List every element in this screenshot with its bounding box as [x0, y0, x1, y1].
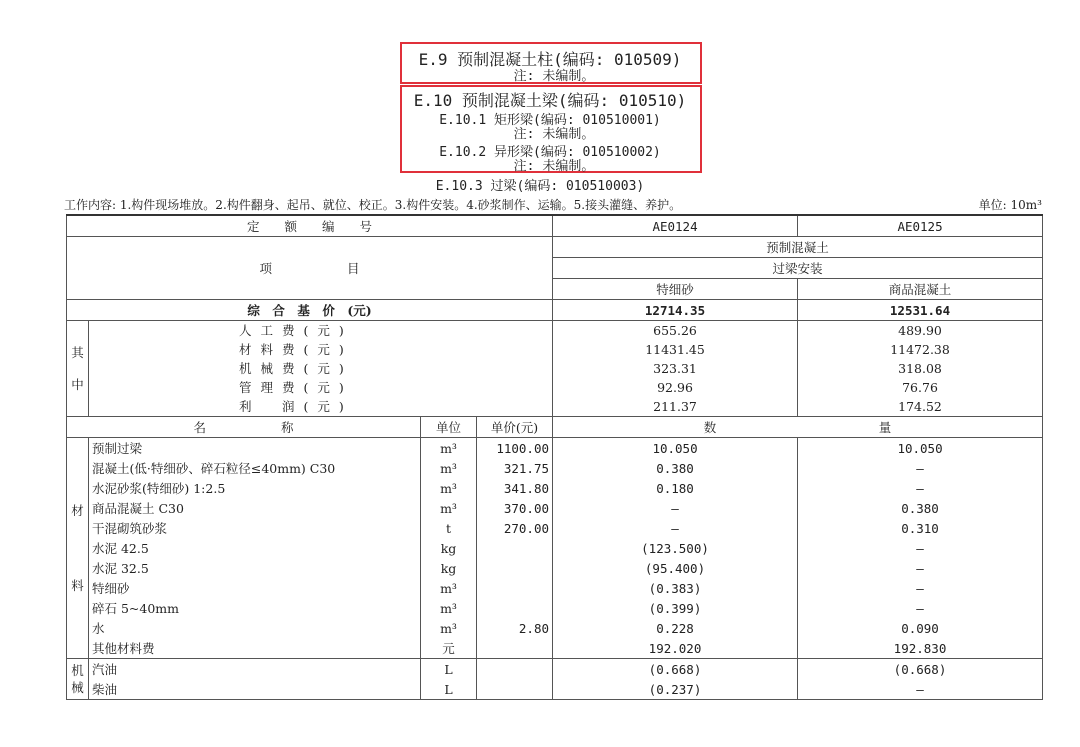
- group-label-bottom: 械: [71, 680, 84, 695]
- item-qty-1: —: [553, 498, 798, 518]
- material-row: [67, 578, 1043, 598]
- name-header: 名 称: [67, 417, 421, 438]
- code-ae0124: AE0124: [553, 215, 798, 237]
- fee-row: [67, 378, 1043, 397]
- fee-value-1: 323.31: [553, 359, 798, 378]
- among-label-2: 中: [71, 376, 84, 392]
- item-qty-1: —: [553, 518, 798, 538]
- e10-2-title: E.10.2 异形梁(编码: 010510002): [439, 145, 661, 160]
- group-label: 预制混凝土: [553, 237, 1043, 258]
- item-unit: L: [421, 659, 477, 680]
- fee-row: [67, 397, 1043, 417]
- item-qty-1: (0.383): [553, 578, 798, 598]
- item-price: [477, 578, 553, 598]
- base-price-1: 12714.35: [553, 300, 798, 321]
- e10-1-title: E.10.1 矩形梁(编码: 010510001): [439, 113, 661, 128]
- material-row: [67, 618, 1043, 638]
- item-qty-1: 192.020: [553, 638, 798, 659]
- item-qty-2: 0.310: [798, 518, 1043, 538]
- fee-row: [67, 340, 1043, 359]
- fee-value-2: 174.52: [798, 397, 1043, 417]
- item-unit: m³: [421, 618, 477, 638]
- item-name: 柴油: [89, 679, 421, 700]
- machines-body: [67, 659, 1043, 700]
- group-label-top: 材: [71, 503, 84, 518]
- work-content: 工作内容: 1.构件现场堆放。2.构件翻身、起吊、就位、校正。3.构件安装。4.砂浆制作、运输。5.接头灌缝、养护。: [64, 198, 682, 212]
- item-name: 干混砌筑砂浆: [89, 518, 421, 538]
- code-row: [67, 215, 1043, 237]
- machine-row: [67, 659, 1043, 680]
- unit-header: 单位: [421, 417, 477, 438]
- fee-row: [67, 321, 1043, 341]
- group-label-bottom: 料: [71, 578, 84, 593]
- material-row: [67, 478, 1043, 498]
- material-header-row: [67, 417, 1043, 438]
- item-name: 碎石 5~40mm: [89, 598, 421, 618]
- item-name: 预制过梁: [89, 438, 421, 459]
- e10-2-note: 注: 未编制。: [513, 159, 595, 174]
- unit-label: 单位: 10m³: [978, 198, 1042, 212]
- material-row: [67, 558, 1043, 578]
- fee-row: [67, 359, 1043, 378]
- item-qty-1: (0.399): [553, 598, 798, 618]
- fee-value-1: 11431.45: [553, 340, 798, 359]
- item-qty-1: (0.237): [553, 679, 798, 700]
- fee-value-2: 489.90: [798, 321, 1043, 341]
- fee-label: 材料费(元): [89, 340, 553, 359]
- fee-value-1: 92.96: [553, 378, 798, 397]
- item-price: 370.00: [477, 498, 553, 518]
- item-qty-2: 0.380: [798, 498, 1043, 518]
- base-price-2: 12531.64: [798, 300, 1043, 321]
- item-unit: kg: [421, 558, 477, 578]
- item-qty-2: —: [798, 458, 1043, 478]
- item-qty-1: 0.180: [553, 478, 798, 498]
- item-price: 321.75: [477, 458, 553, 478]
- item-unit: m³: [421, 478, 477, 498]
- material-row: [67, 638, 1043, 659]
- item-unit: m³: [421, 598, 477, 618]
- quantity-header: 数 量: [553, 417, 1043, 438]
- base-price-label: 综 合 基 价 (元): [67, 300, 553, 321]
- material-row: [67, 598, 1043, 618]
- item-qty-2: 10.050: [798, 438, 1043, 459]
- item-price: [477, 538, 553, 558]
- group-row: [67, 237, 1043, 258]
- item-qty-2: 192.830: [798, 638, 1043, 659]
- item-unit: 元: [421, 638, 477, 659]
- material-row: [67, 438, 1043, 459]
- fee-value-2: 76.76: [798, 378, 1043, 397]
- fee-label: 机械费(元): [89, 359, 553, 378]
- material-row: [67, 458, 1043, 478]
- e10-3-title: E.10.3 过梁(编码: 010510003): [435, 179, 645, 194]
- material-row: [67, 538, 1043, 558]
- item-price: [477, 679, 553, 700]
- item-price: 2.80: [477, 618, 553, 638]
- fee-value-1: 211.37: [553, 397, 798, 417]
- item-qty-2: —: [798, 598, 1043, 618]
- item-qty-1: 10.050: [553, 438, 798, 459]
- item-name: 其他材料费: [89, 638, 421, 659]
- item-qty-2: 0.090: [798, 618, 1043, 638]
- quota-label: 定 额 编 号: [67, 215, 553, 237]
- quota-table: [66, 214, 1043, 700]
- fee-value-2: 318.08: [798, 359, 1043, 378]
- item-qty-2: —: [798, 478, 1043, 498]
- item-label: 项 目: [67, 237, 553, 300]
- item-name: 水泥砂浆(特细砂) 1:2.5: [89, 478, 421, 498]
- fee-label: 人工费(元): [89, 321, 553, 341]
- fee-label: 利 润(元): [89, 397, 553, 417]
- e9-note: 注: 未编制。: [513, 69, 595, 84]
- e10-title: E.10 预制混凝土梁(编码: 010510): [413, 91, 687, 110]
- e9-title: E.9 预制混凝土柱(编码: 010509): [418, 50, 682, 69]
- item-unit: t: [421, 518, 477, 538]
- among-label-1: 其: [71, 344, 84, 360]
- item-price: [477, 558, 553, 578]
- item-qty-1: (123.500): [553, 538, 798, 558]
- item-qty-1: (0.668): [553, 659, 798, 680]
- item-unit: m³: [421, 578, 477, 598]
- item-qty-1: 0.228: [553, 618, 798, 638]
- code-ae0125: AE0125: [798, 215, 1043, 237]
- materials-body: [67, 438, 1043, 659]
- item-qty-2: (0.668): [798, 659, 1043, 680]
- item-name: 特细砂: [89, 578, 421, 598]
- material-row: [67, 498, 1043, 518]
- machine-row: [67, 679, 1043, 700]
- subgroup-label: 过梁安装: [553, 258, 1043, 279]
- item-unit: m³: [421, 438, 477, 459]
- item-price: [477, 659, 553, 680]
- item-price: 341.80: [477, 478, 553, 498]
- fee-value-1: 655.26: [553, 321, 798, 341]
- item-qty-2: —: [798, 558, 1043, 578]
- item-name: 水泥 32.5: [89, 558, 421, 578]
- item-price: 1100.00: [477, 438, 553, 459]
- variant-1: 特细砂: [553, 279, 798, 300]
- item-price: [477, 598, 553, 618]
- item-price: [477, 638, 553, 659]
- item-price: 270.00: [477, 518, 553, 538]
- item-name: 水: [89, 618, 421, 638]
- fee-label: 管理费(元): [89, 378, 553, 397]
- item-qty-2: —: [798, 578, 1043, 598]
- item-name: 混凝土(低·特细砂、碎石粒径≤40mm) C30: [89, 458, 421, 478]
- item-qty-2: —: [798, 679, 1043, 700]
- item-unit: m³: [421, 498, 477, 518]
- item-qty-1: (95.400): [553, 558, 798, 578]
- item-name: 水泥 42.5: [89, 538, 421, 558]
- fee-value-2: 11472.38: [798, 340, 1043, 359]
- e10-1-note: 注: 未编制。: [513, 127, 595, 142]
- item-unit: m³: [421, 458, 477, 478]
- item-name: 汽油: [89, 659, 421, 680]
- item-unit: L: [421, 679, 477, 700]
- item-name: 商品混凝土 C30: [89, 498, 421, 518]
- item-qty-2: —: [798, 538, 1043, 558]
- item-qty-1: 0.380: [553, 458, 798, 478]
- group-label-top: 机: [71, 663, 84, 678]
- material-row: [67, 518, 1043, 538]
- base-price-row: [67, 300, 1043, 321]
- price-header: 单价(元): [477, 417, 553, 438]
- variant-2: 商品混凝土: [798, 279, 1043, 300]
- item-unit: kg: [421, 538, 477, 558]
